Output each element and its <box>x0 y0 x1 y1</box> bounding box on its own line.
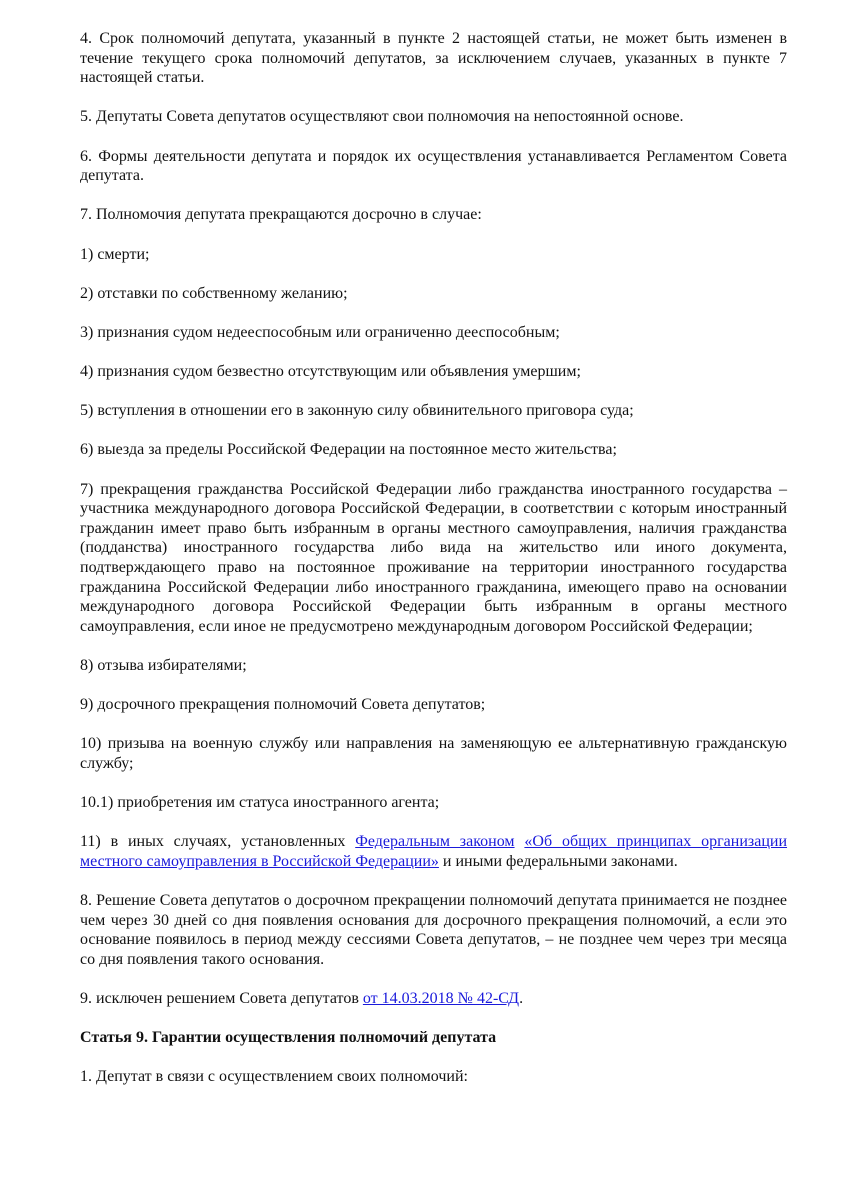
link-spacer <box>515 833 525 850</box>
list-item-11 <box>80 832 787 871</box>
list-item: 10.1) приобретения им статуса иностранного агента; <box>80 794 440 812</box>
law-title-link[interactable]: «Об общих принципах организации местного самоуправления в Российской Федерации» <box>80 833 788 870</box>
paragraph-8: 8. Решение Совета депутатов о досрочном прекращении полномочий депутата принимается не позднее чем через 30 дней со дня появления основания для досрочного прекращения полномочий, а если это основание появилось в период между сессиями Совета депутатов, – не позднее чем через три месяца со дня появления такого основания. <box>80 892 787 968</box>
list-item: 4) признания судом безвестно отсутствующим или объявления умершим; <box>80 363 581 381</box>
list-item: 8) отзыва избирателями; <box>80 657 247 674</box>
list-item-11-suffix: и иными федеральными законами. <box>438 852 678 870</box>
list-item-11-prefix: 11) в иных случаях, установленных <box>80 833 356 851</box>
paragraph-4: 4. Срок полномочий депутата, указанный в пункте 2 настоящей статьи, не может быть изменен в течение текущего срока полномочий депутатов, за исключением случаев, указанных в пункте 7 настоящей статьи. <box>80 30 787 87</box>
list-item: 1) смерти; <box>80 245 150 263</box>
list-item: 10) призыва на военную службу или направления на заменяющую ее альтернативную гражданскую службу; <box>80 735 787 772</box>
decision-link[interactable]: от 14.03.2018 № 42-СД <box>362 990 520 1008</box>
list-item: 2) отставки по собственному желанию; <box>80 284 348 302</box>
list-item: 6) выезда за пределы Российской Федерации на постоянное место жительства; <box>80 441 617 459</box>
document-page <box>80 29 787 1107</box>
federal-law-link[interactable]: Федеральным законом <box>355 833 515 851</box>
list-item: 9) досрочного прекращения полномочий Совета депутатов; <box>80 696 486 714</box>
paragraph-6: 6. Формы деятельности депутата и порядок их осуществления устанавливается Регламентом Совета депутата. <box>80 147 787 185</box>
paragraph-7: 7. Полномочия депутата прекращаются досрочно в случае: <box>80 206 482 224</box>
paragraph-5: 5. Депутаты Совета депутатов осуществляют свои полномочия на непостоянной основе. <box>80 108 684 126</box>
paragraph-9-suffix: . <box>519 990 524 1008</box>
list-item: 3) признания судом недееспособным или ограниченно дееспособным; <box>80 323 560 341</box>
paragraph-9-prefix: 9. исключен решением Совета депутатов <box>80 990 363 1008</box>
list-item: 5) вступления в отношении его в законную силу обвинительного приговора суда; <box>80 402 634 420</box>
paragraph-9 <box>80 989 787 1009</box>
article-paragraph-1: 1. Депутат в связи с осуществлением своих полномочий: <box>80 1068 468 1086</box>
article-heading: Статья 9. Гарантии осуществления полномочий депутата <box>80 1029 497 1047</box>
list-item: 7) прекращения гражданства Российской Федерации либо гражданства иностранного государства – участника международного договора Российской Федерации, в соответствии с которым иностранный гражданин имеет право быть избранным в органы местного самоуправления, наличия гражданства (подданства) иностранного государства либо вида на жительство или иного документа, подтверждающего право на постоянное проживание на территории иностранного государства гражданина Российской Федерации либо иностранного гражданина, имеющего право на основании международного договора Российской Федерации быть избранным в органы местного самоуправления, если иное не предусмотрено международным договором Российской Федерации; <box>80 480 787 635</box>
